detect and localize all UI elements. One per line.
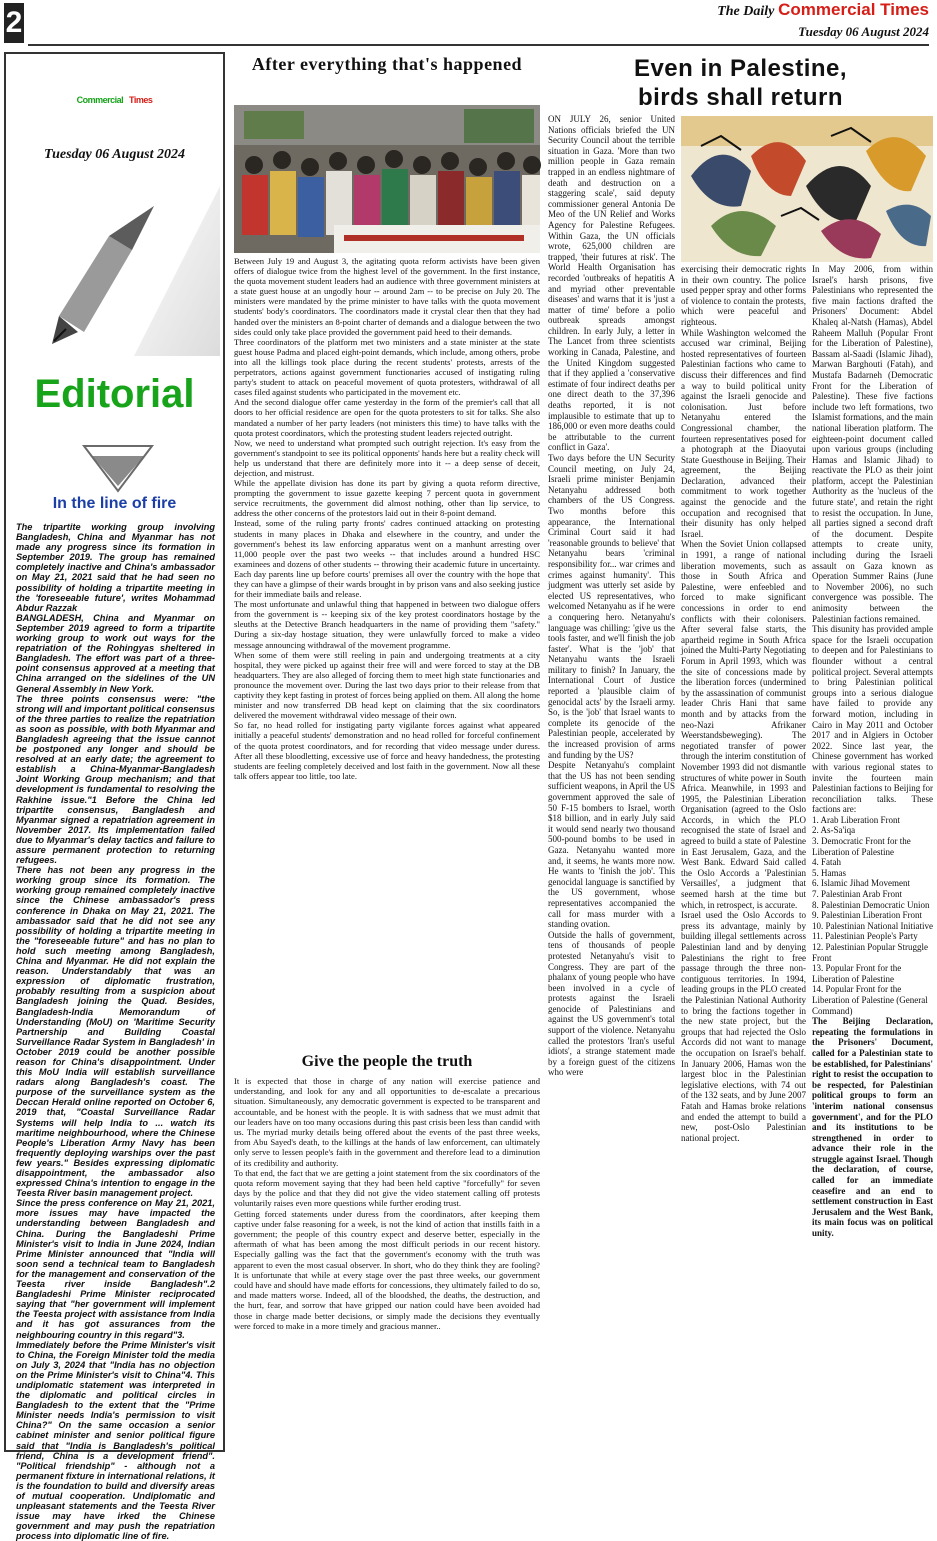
article2-column1	[548, 114, 675, 1452]
article1-title: After everything that's happened	[251, 54, 523, 74]
editorial-paragraph: Immediately before the Prime Minister's visit to China, the Foreign Minister told the media on July 3, 2024 that "India has no objection on the Prime Minister's visit to China"4. This undiplomatic statement was interpreted in the diplomatic and political circles in Bangladesh to the extent that the "Prime Minister needs India's permission to visit China?" On the same occasion a senior cabinet minister and senior political figure said that "India is Bangladesh's political friend, China is a development friend". "Political friendship" - although not a permanent fixture in international relations, it is the foundation to build and diversify areas of mutual cooperation. Undiplomatic and unpleasant statements and the Teesta River issue may have irked the Chinese government and may push the repatriation process into diplomatic line of fire.	[16, 1339, 215, 1541]
protest-photo	[234, 105, 540, 253]
masthead-date: Tuesday 06 August 2024	[798, 24, 929, 39]
sidebar-date: Tuesday 06 August 2024	[44, 147, 185, 162]
editorial-body	[16, 522, 215, 1541]
article2-paragraph: Despite Netanyahu's complaint that the US has not been sending sufficient weapons, in April the US government approved the sale of 50 F-15 bombers to Israel, worth $18 billion, and in early July said it would send nearly two thousand 500-pound bombs to be used in Gaza. Netanyahu wanted more and, it seems, he wants more now. He wants to 'finish the job'. This genocidal language is sanctified by the US government, whose representatives accompanied the call for mass murder with a standing ovation.	[548, 760, 675, 930]
article1-paragraph: Between July 19 and August 3, the agitating quota reform activists have been given offers of dialogue twice from the highest level of the government. In the first instance, the quota movement student leaders had an audience with three government ministers at a state guest house at an ungodly hour -- around 2am -- to be precise on July 20. The ministers were mandated by the prime minister to have talks with the quota movement students' body's coordinators. The coordinators made it crystal clear then that they had handed over the ministers an 8-point charter of demands and a dialogue between the two sides could only take place provided the government paid heed to their demands.	[234, 256, 540, 337]
faction-item: 9. Palestinian Liberation Front	[812, 910, 922, 921]
faction-item: 13. Popular Front for the Liberation of Palestine	[812, 963, 902, 984]
article2-paragraph: exercising their democratic rights in their own country. The police used pepper spray and other forms of violence to contain the protests, which were peaceful and righteous.	[681, 264, 806, 327]
sidebar-logo	[6, 82, 223, 108]
article2-paragraph: Outside the halls of government, tens of thousands of people protested Netanyahu's visit to Congress. They are part of the phalanx of young people who have been involved in a cycle of protests against the Israeli genocide of Palestinians and against the US government's total support of the violence. Netanyahu called the protestors 'Iran's useful idiots', a strange statement made by a foreign guest of the citizens who were	[548, 929, 675, 1078]
article2-paragraph: Two days before the UN Security Council meeting, on July 24, Israeli prime minister Benjamin Netanyahu addressed both chambers of the US Congress. Two months before this appearance, the International Criminal Court said it had 'reasonable grounds to believe' that Netanyahu bears 'criminal responsibility for... war crimes and crimes against humanity'. This judgment was utterly set aside by elected US representatives, who welcomed Netanyahu as if he were a conquering hero. Netanyahu's language was chilling: 'give us the tools faster, and we'll finish the job faster'. What is the 'job' that Netanyahu wants the Israeli military to finish? In January, the International Court of Justice reported a 'plausible claim of genocidal acts' by the Israeli army. So, is the 'job' that Israel wants to complete its genocide of the Palestinian people, accelerated by the increased provision of arms and funding by the US?	[548, 453, 675, 760]
article2-title	[548, 54, 933, 112]
faction-item: 7. Palestinian Arab Front	[812, 889, 902, 900]
article2-column3	[812, 264, 933, 1452]
article1-paragraph: Three coordinators of the platform met two ministers and a state minister at the state guest house Padma and placed eight-point demands, which include, among others, probe into all the killings took place during the recent students' protests, arrests of the perpetrators, actions against government functionaries accused of instigating ruling party's student to attack on peaceful movement of quota protesters, withdrawal of all cases filed against students who participated in the movement etc.	[234, 336, 540, 398]
masthead-brand-prefix: The Daily	[717, 4, 775, 19]
article2-paragraph: When the Soviet Union collapsed in 1991, a range of national liberation movements, such as those in South Africa and Palestine, were enfeebled and forced to make significant concessions in order to end conflicts with their colonisers. After several false starts, the apartheid regime in South Africa joined the Multi-Party Negotiating Forum in April 1993, which was the site of concessions made by the liberation forces (undermined by the assassination of communist leader Chris Hani that same month and by attacks from the neo-Nazi Afrikaner Weerstandsbeweging). The negotiated transfer of power through the interim constitution of November 1993 did not dismantle structures of white power in South Africa. Meanwhile, in 1993 and 1995, the Palestinian Liberation Organisation (agreed to the Oslo Accords, in which the PLO recognised the state of Israel and agreed to build a state of Palestine in East Jerusalem, Gaza, and the West Bank. Edward Said called the Oslo Accords a 'Palestinian Versailles', a judgment that seemed harsh at the time but which, in retrospect, is accurate.	[681, 539, 806, 910]
editorial-paragraph: There has not been any progress in the working group since its formation. The working group remained completely inactive since the Chinese ambassador's press conference in Dhaka on May 21, 2021. The ambassador said that he did not see any possibility of holding a tripartite meeting in the "foreseeable future" and has no plan to hold such meeting among Bangladesh, China and Myanmar. He did not explain the reason. Understandably that was an expression of diplomatic frustration, probably resulting from a suspicion about Bangladesh joining the Quad. Besides, Bangladesh-India Memorandum of Understanding (MoU) on 'Maritime Security Partnership and Building Coastal Surveillance Radar System in Bangladesh' in October 2019 could be another possible reason for China's disappointment. Under this MoU India will establish surveillance radars along Bangladesh's coast. The purpose of the surveillance system as the Deccan Herald online reported on October 6, 2019 that, "Coastal Surveillance Radar Systems will help India to ... watch its maritime neighbourhood, where the Chinese People's Liberation Army Navy has been frequently deploying warships over the past few years." Besides expressing diplomatic disappointment, the ambassador also expressed China's intention to engage in the Teesta River basin management project.	[16, 865, 215, 1199]
faction-item: 8. Palestinian Democratic Union	[812, 899, 930, 910]
sidebar-logo-part2: Times	[129, 95, 153, 105]
page-number: 2	[4, 3, 24, 43]
article2-column2	[681, 264, 806, 1452]
faction-item: 3. Democratic Front for the Liberation of Palestine	[812, 836, 911, 857]
article1-subtitle: Give the people the truth	[301, 1053, 473, 1070]
article1-paragraph: The most unfortunate and unlawful thing that happened in between two dialogue offers from the government is -- keeping six of the key protest coordinators hostage by the sleuths at the Detective Branch headquarters in the name of providing them "safety." During a six-day hostage situation, they were unlawfully forced to make a video message announcing withdrawal of the movement programme.	[234, 599, 540, 650]
article1-paragraph: Instead, some of the ruling party fronts' cadres continued attacking on protesting students in many places in Dhaka and elsewhere in the country, and under the government's behest its law enforcing apparatus went on a manhunt arresting over 11,000 people over the past two weeks -- that includes around a hundred HSC examinees and dozens of other students -- throwing their academic future in uncertainty. Each day parents line up before courts' premises all over the country with the hope that they can have a glimpse of their wards brought in by prison vans and also seeking justice for their immediate bails and release.	[234, 518, 540, 600]
article1-body2	[234, 1076, 540, 1452]
faction-item: 10. Palestinian National Initiative	[812, 920, 933, 931]
editorial-headline: In the line of fire	[52, 495, 177, 512]
editorial-paragraph: BANGLADESH, China and Myanmar on September 2019 agreed to form a tripartite working group to work out ways for the repatriation of the Rohingyas sheltered in Bangladesh. The effort was part of a three-point consensus approved at a meeting that China arranged on the sidelines of the UN General Assembly in New York.	[16, 612, 215, 694]
pen-arrow-illustration	[14, 166, 220, 506]
editorial-paragraph: Since the press conference on May 21, 2021, more issues may have impacted the understanding between Bangladesh and China. During the Bangladeshi Prime Minister's visit to India in June 2024, Indian Prime Minister announced that "India will soon send a technical team to Bangladesh for the management and conservation of the Teesta river inside Bangladesh".2 Bangladeshi Prime Minister reciprocated saying that "her government will implement the Teesta project with assistance from India and it has got assurances from the neighbouring country in this regard"3.	[16, 1198, 215, 1340]
article2-paragraph: In May 2006, from within Israel's harsh prisons, five Palestinians who represented the five main factions drafted the Prisoners' Document: Abdel Khaleq al-Natsh (Hamas), Abdel Raheem Malluh (Popular Front for the Liberation of Palestine), Bassam al-Saadi (Islamic Jihad), Marwan Barghouti (Fatah), and Mustafa Badarneh (Democratic Front for the Liberation of Palestine). These five factions include two left formations, two Islamist formations, and the main national liberation platform. The eighteen-point document called upon various groups (including Hamas and Islamic Jihad) to reactivate the PLO as their joint platform, accept the Palestinian Authority as the 'nucleus of the future state', and retain the right to resist the occupation. In June, all parties signed a second draft of the document. Despite attempts to create unity, including during the Israeli assault on Gaza known as Operation Summer Rains (June to November 2006), no such convergence was possible. The animosity between the Palestinian factions remained.	[812, 264, 933, 624]
article2-title-line2: birds shall return	[637, 84, 844, 111]
faction-item: 11. Palestinian People's Party	[812, 931, 918, 942]
sidebar-logo-part1: Commercial	[76, 95, 124, 105]
article1-paragraph: Now, we need to understand what prompted such outright rejection. It's easy from the government's standpoint to see its political opponents' hands here but a reality check will help us understand that there are definitely more into it -- a deep sense of deceit, dejection, and mistrust.	[234, 437, 540, 478]
article1-body	[234, 256, 540, 1048]
faction-item: 4. Fatah	[812, 857, 841, 868]
article1-paragraph: While the appellate division has done its part by giving a quota reform directive, prompting the government to issue gazette keeping 7 percent quota in government service recruitments, the government did almost nothing, other than lip service, to address the other concerns of the protestors laid out in their 8-point demand.	[234, 478, 540, 519]
masthead-brand-name: Commercial Times	[778, 0, 929, 19]
editorial-paragraph: The three points consensus were: "the strong will and important political consensus of the three parties to realize the repatriation as soon as possible, with both Myanmar and Bangladesh agreeing that the issue cannot be postponed any longer and should be resolved at an early date; the agreement to establish a China-Myanmar-Bangladesh Joint Working Group mechanism; and that development is fundamental to resolving the Rakhine issue."1 Before the China led tripartite consensus, Bangladesh and Myanmar signed a repatriation agreement in November 2017. Its implementation failed due to Myanmar's delay tactics and failure to assure permanent protection to returning refugees.	[16, 693, 215, 866]
section-label: Editorial	[34, 372, 195, 416]
masthead	[717, 2, 929, 40]
article2-paragraph: While Washington welcomed the accused war criminal, Beijing hosted representatives of fourteen Palestinian factions who came to discuss their differences and find a way to build political unity against the Israeli genocide and colonisation. Just before Netanyahu entered the Congressional chamber, the fourteen representatives posed for a photograph at the Diaoyutai State Guesthouse in Beijing. Their agreement, the Beijing Declaration, advanced their commitment to work together against the genocide and the occupation and recognised that their disunity has only helped Israel.	[681, 327, 806, 539]
article2-closing-paragraph: The Beijing Declaration, repeating the formulations in the Prisoners' Document, called for a Palestinian state to be established, for Palestinians' right to resist the occupation to be respected, for Palestinian political groups to form an 'interim national consensus government', and for the PLO and its institutions to be strengthened in order to advance their role in the struggle against Israel. Though the declaration, of course, called for an immediate ceasefire and an end to settlement construction in East Jerusalem and the West Bank, its main focus was on political unity.	[812, 1016, 933, 1239]
faction-item: 2. As-Sa'iqa	[812, 825, 856, 836]
faction-item: 12. Palestinian Popular Struggle Front	[812, 942, 928, 963]
article2-paragraph: ON JULY 26, senior United Nations officials briefed the UN Security Council about the terrible situation in Gaza. 'More than two million people in Gaza remain trapped in an endless nightmare of death and destruction on a staggering scale', said deputy commissioner general Antonia De Meo of the UN Relief and Works Agency for Palestine Refugees. Within Gaza, the UN officials wrote, 625,000 children are trapped, 'their futures at risk'. The World Health Organisation has recorded 'outbreaks of hepatitis A and myriad other preventable diseases' and warns that it is 'just a matter of time' before a polio outbreak spreads amongst children. In early July, a letter in The Lancet from three scientists working in Canada, Palestine, and the United Kingdom suggested that if they applied a 'conservative estimate of four indirect deaths per one direct death to the 37,396 deaths reported, it is not implausible to estimate that up to 186,000 or even more deaths could be attributable to the current conflict in Gaza'.	[548, 114, 675, 453]
editorial-paragraph: The tripartite working group involving Bangladesh, China and Myanmar has not made any progress since its formation in September 2019. The group has remained completely inactive and China's ambassador on May 21, 2021 said that he had seen no possibility of holding a tripartite meeting in the 'foreseeable future', writes Mohammad Abdur Razzak	[16, 522, 215, 613]
faction-item: 14. Popular Front for the Liberation of Palestine (General Command)	[812, 984, 928, 1016]
article2-title-line1: Even in Palestine,	[633, 55, 848, 82]
faction-item: 5. Hamas	[812, 867, 846, 878]
article1-paragraph: So far, no head rolled for instigating party vigilante forces against what appeared initially a peaceful students' demonstration and no head rolled for forceful confinement of the quota protest coordinators, and for recording that video message under duress. After all these bloodletting, excessive use of force and heavy handedness, the protesting students are feeling completely deceived and lost faith in the government. Now all these talk offers appear too little, too late.	[234, 720, 540, 781]
faction-item: 6. Islamic Jihad Movement	[812, 878, 910, 889]
article2-paragraph: Israel used the Oslo Accords to press its advantage, mainly by building illegal settlements across Palestinian land and by denying Palestinians the right to free passage through the three non-contiguous territories. In 1994, leading groups in the PLO created the Palestinian National Authority to bring the factions together in the new state project, but the groups that had rejected the Oslo Accords did not want to manage the occupation on Israel's behalf. In January 2006, Hamas won the largest bloc in the Palestinian legislative elections, with 74 out of the 132 seats, and by June 2007 Fatah and Hamas broke relations and ended the attempt to build a new, post-Oslo Palestinian national project.	[681, 910, 806, 1143]
article1-paragraph: And the second dialogue offer came yesterday in the form of the premier's call that all doors to her official residence are open for the quota protesters to sit for talks. She also mandated a number of her party leaders (not ministers this time) to have talks with the quota protest coordinators, which the protesting student leaders rejected outright.	[234, 397, 540, 438]
article1-paragraph: When some of them were still reeling in pain and undergoing treatments at a city hospital, they were picked up against their free will and were forced to stay at the DB headquarters. They are also alleged of forcing them to meet high state functionaries and pronounce the movement over. During the last two days prior to their release from that captivity they kept fasting in protest of forces being applied on them. All along the home minister and now transferred DB head kept on claiming that the six coordinators delivered the movement withdrawal video message of their own.	[234, 649, 540, 721]
birds-artwork	[681, 116, 933, 262]
article1-paragraph: Getting forced statements under duress from the coordinators, after keeping them captive under false reasoning for a week, is not the kind of action that instills faith in a government; the people of this country expect and deserve better, especially in the aftermath of what has been among the most difficult periods in our recent history. Especially galling was the fact that the government's economy with the truth was apparent to even the most casual observer. In short, who do they think they are fooling? It is unfortunate that while at every stage over the past three weeks, our government could have and should have made efforts for concessions, they ultimately failed to do so, and made matters worse. Indeed, all of the bloodshed, the deaths, the destruction, and the hurt, fear, and sorrow that have gripped our nation could have been avoided had those in charge made better decisions, or simply made the decisions they eventually were forced to make in a more timely and gracious manner..	[234, 1208, 540, 1331]
masthead-brand	[717, 2, 929, 20]
masthead-rule	[28, 44, 929, 46]
article2-paragraph: This disunity has provided ample space for the Israeli occupation to deepen and for Palestinians to flounder without a central political project. Several attempts to bring Palestinian political groups into a serious dialogue have failed to provide any forward motion, including in Cairo in May 2011 and October 2017 and in Algiers in October 2022. Since last year, the Chinese government has worked with various regional states to invite the fourteen main Palestinian factions to Beijing for reconciliation talks. These factions are:	[812, 624, 933, 815]
editorial-sidebar	[4, 52, 225, 1541]
faction-list	[812, 815, 933, 1016]
faction-item: 1. Arab Liberation Front	[812, 814, 900, 825]
article1-paragraph: To that end, the fact that we are getting a joint statement from the six coordinators of the quota reform movement saying that they had been held captive "forcefully" for seven days by the police and that they did not give the video statement calling off protests voluntarily raises even more questions while further eroding trust.	[234, 1167, 540, 1209]
article1-paragraph: It is expected that those in charge of any nation will exercise patience and understanding, and look for any and all opportunities to de-escalate a precarious situation. Simultaneously, any democratic government is expected to be transparent and accountable, and be honest with the people. It is with sadness that we must admit that our leaders have on too many occasions during this past crisis been less than candid with us. The myriad murky details being offered about the events of the past three weeks, from Abu Sayed's death, to the killings at the hands of law enforcement, can ultimately only serve to lessen people's faith in the government and therefore lead to a diminution of its credibility and authority.	[234, 1076, 540, 1168]
